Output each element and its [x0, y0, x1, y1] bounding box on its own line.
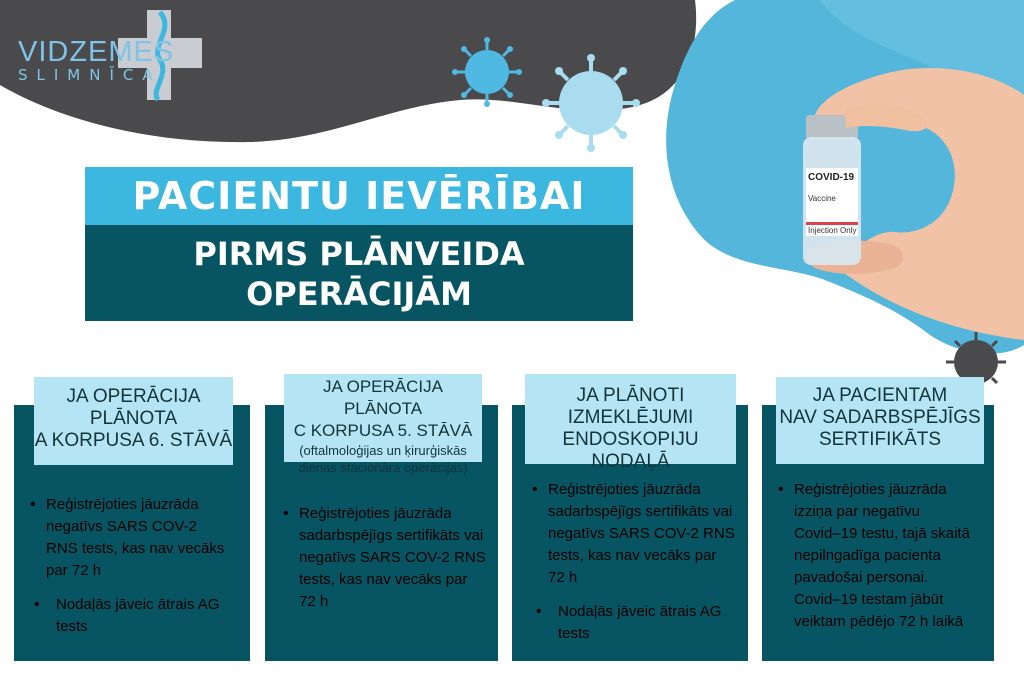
card-heading-note: (oftalmoloģijas un ķirurģiskās — [299, 443, 467, 458]
card-heading-line: JA PACIENTAM — [812, 385, 948, 406]
card-heading-line: PLĀNOTA — [89, 408, 178, 429]
card-heading-line: NAV SADARBSPĒJĪGS — [779, 407, 981, 428]
card-heading-line: JA OPERĀCIJA — [66, 386, 201, 407]
title-line-1: PACIENTU IEVĒRĪBAI — [132, 174, 586, 218]
card-heading-line: ENDOSKOPIJU NODAĻĀ — [562, 429, 699, 472]
card-heading-note: dienas stacionāra operācijas) — [298, 460, 468, 475]
virus-icon-large — [542, 54, 640, 152]
card-heading-line: JA PLĀNOTI — [576, 385, 685, 406]
list-item: • Nodaļās jāveic ātrais AG tests — [34, 594, 230, 638]
title-banner-top — [85, 167, 633, 225]
card-bullet-list — [532, 479, 737, 645]
virus-icon-small — [452, 37, 522, 107]
card-header-sertifikats — [776, 377, 984, 464]
logo-subtitle: SLIMNĪCA — [18, 66, 162, 84]
title-banner-bottom — [85, 225, 633, 321]
vial-label-vaccine: Vaccine — [808, 194, 836, 203]
title-line-2a: PIRMS PLĀNVEIDA — [193, 235, 525, 273]
list-item: • Reģistrējoties jāuzrāda sadarbspējīgs sertifikāts vai negatīvs SARS COV-2 RNS tests, kas nav vecāks par 72 h — [283, 503, 488, 613]
card-header-a-korpuss — [34, 377, 233, 465]
card-header-endoskopija — [525, 374, 736, 472]
vial-label-name: COVID-19 — [808, 172, 855, 183]
card-heading-line: IZMEKLĒJUMI — [567, 407, 694, 428]
list-item: • Reģistrējoties jāuzrāda izziņa par negatīvu Covid–19 testu, tajā skaitā nepilngadīga pacienta pavadošai personai. Covid–19 testam jābūt veiktam pēdējo 72 h laikā — [778, 479, 970, 633]
title-line-2b: OPERĀCIJĀM — [246, 275, 472, 313]
card-heading-line: A KORPUSA 6. STĀVĀ — [34, 430, 233, 451]
card-bullet-list — [778, 479, 970, 633]
list-item: • Reģistrējoties jāuzrāda sadarbspējīgs sertifikāts vai negatīvs SARS COV-2 RNS tests, kas nav vecāks par 72 h — [532, 479, 737, 589]
list-item: • Nodaļās jāveic ātrais AG tests — [536, 601, 737, 645]
card-header-c-korpuss — [284, 374, 482, 475]
vial-label-injection: Injection Only — [808, 226, 857, 235]
card-bullet-list — [30, 494, 230, 638]
list-item: • Reģistrējoties jāuzrāda negatīvs SARS COV-2 RNS tests, kas nav vecāks par 72 h — [30, 494, 230, 582]
card-heading-line: JA OPERĀCIJA PLĀNOTA — [323, 377, 443, 418]
logo-name: VIDZEMES — [18, 36, 175, 68]
card-heading-line: SERTIFIKĀTS — [818, 429, 942, 450]
card-bullet-list — [283, 503, 488, 613]
card-heading-line: C KORPUSA 5. STĀVĀ — [293, 421, 473, 440]
